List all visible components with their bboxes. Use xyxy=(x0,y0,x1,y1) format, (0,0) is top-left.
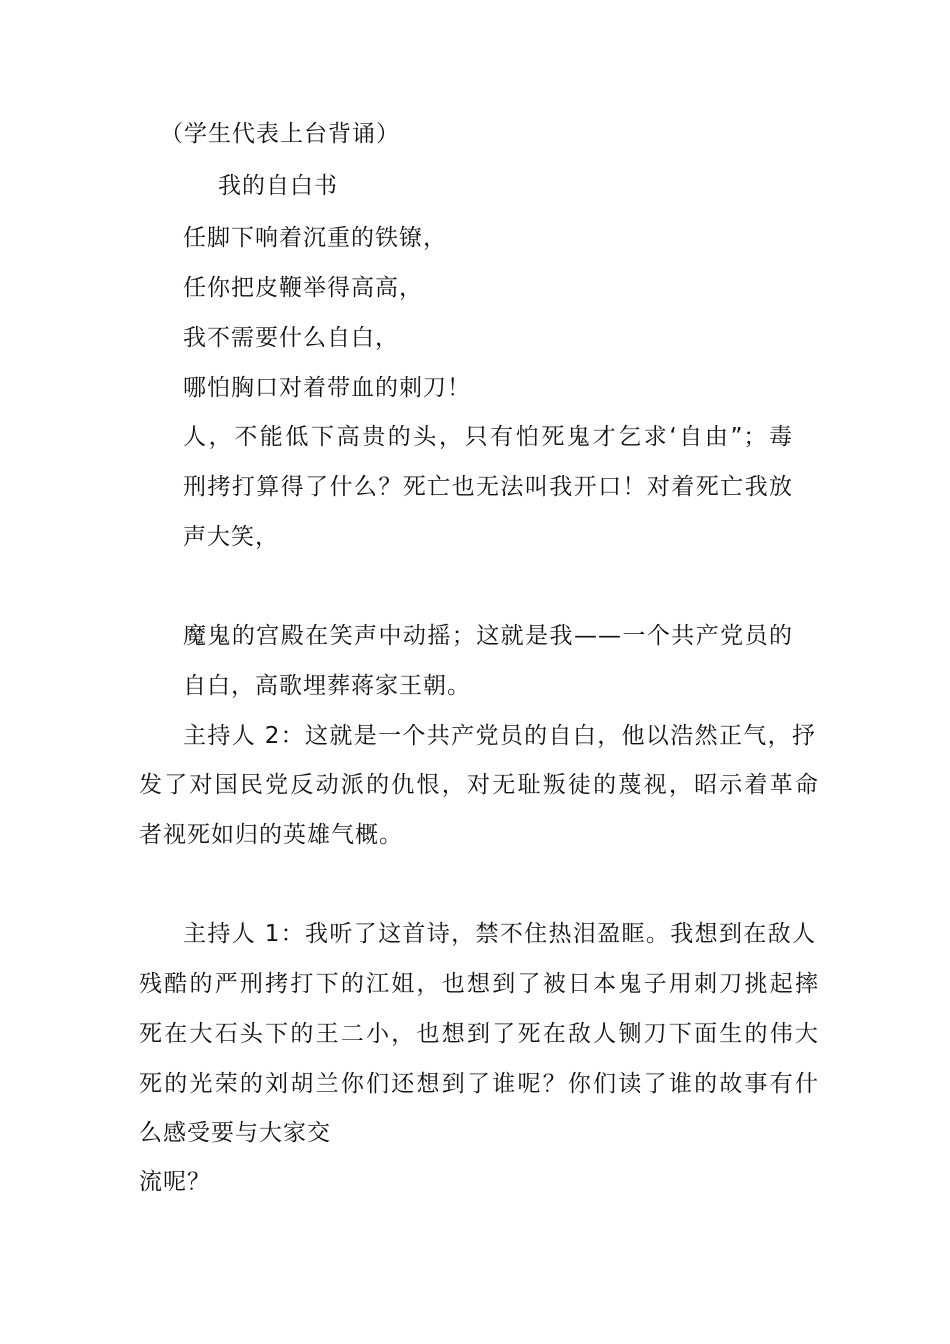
poem-line: 我不需要什么自白， xyxy=(183,325,399,351)
host1-line: 流呢？ xyxy=(139,1169,211,1195)
poem-title: 我的自白书 xyxy=(218,173,338,199)
host2-line: 主持人 2：这就是一个共产党员的自白，他以浩然正气，抒 xyxy=(183,723,816,749)
host1-line: 死在大石头下的王二小，也想到了死在敌人铡刀下面生的伟大 xyxy=(139,1021,819,1047)
host2-line: 发了对国民党反动派的仇恨，对无耻叛徒的蔑视，昭示着革命 xyxy=(139,772,819,798)
poem-line: 任脚下响着沉重的铁镣， xyxy=(183,225,447,251)
host2-line: 者视死如归的英雄气概。 xyxy=(139,822,403,848)
host1-line: 死的光荣的刘胡兰你们还想到了谁呢？你们读了谁的故事有什 xyxy=(139,1071,819,1097)
poem-line: 自白，高歌埋葬蒋家王朝。 xyxy=(183,673,471,699)
host1-line: 主持人 1：我听了这首诗，禁不住热泪盈眶。我想到在敌人 xyxy=(183,921,816,947)
poem-line: 声大笑， xyxy=(183,524,279,550)
poem-line: 人，不能低下高贵的头，只有怕死鬼才乞求‘自由”；毒 xyxy=(183,424,793,450)
host1-line: 么感受要与大家交 xyxy=(139,1120,331,1146)
poem-line: 刑拷打算得了什么？死亡也无法叫我开口！对着死亡我放 xyxy=(183,474,793,500)
stage-direction: （学生代表上台背诵） xyxy=(160,121,400,147)
host1-line: 残酷的严刑拷打下的江姐，也想到了被日本鬼子用刺刀挑起摔 xyxy=(139,971,819,997)
poem-line: 魔鬼的宫殿在笑声中动摇；这就是我——一个共产党员的 xyxy=(183,623,793,649)
poem-line: 任你把皮鞭举得高高， xyxy=(183,275,423,301)
poem-line: 哪怕胸口对着带血的刺刀！ xyxy=(183,375,471,401)
